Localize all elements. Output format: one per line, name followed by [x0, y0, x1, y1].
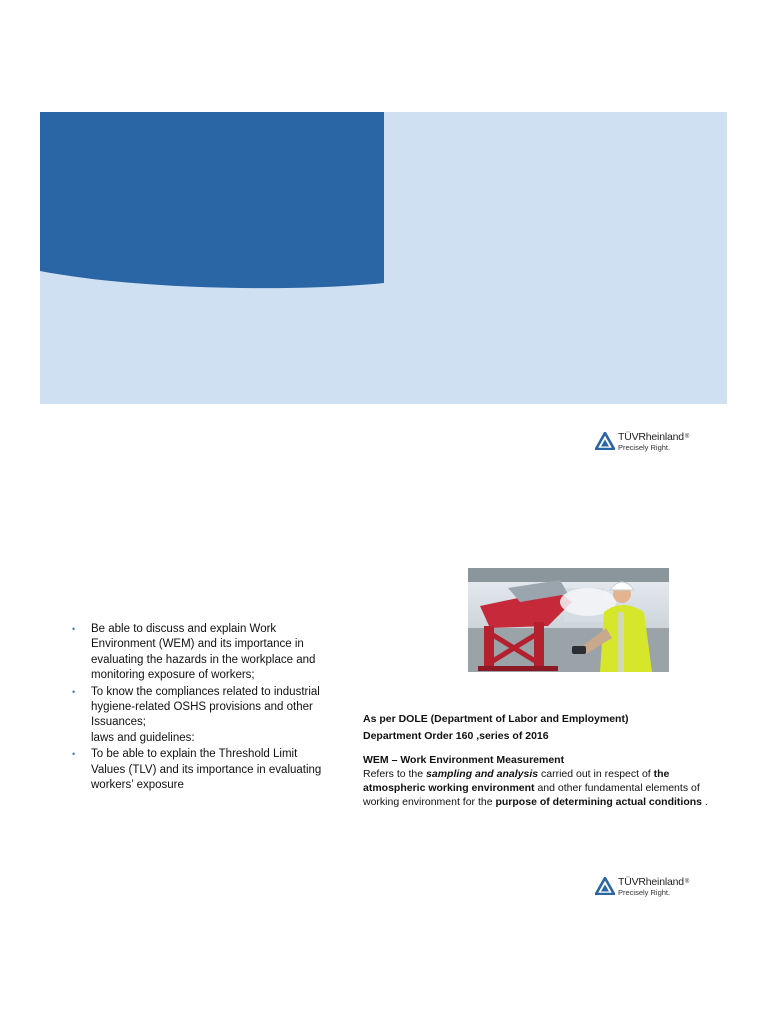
logo-brand-text: TÜVRheinland®: [618, 876, 690, 888]
objective-item: • To know the compliances related to industrial hygiene-related OSHS provisions and other Issuances; laws and guidelines:: [72, 685, 320, 744]
logo-tagline: Precisely Right.: [618, 443, 671, 452]
objective-item: • To be able to explain the Threshold Limit Values (TLV) and its importance in evaluating workers’ exposure: [72, 748, 322, 792]
learning-objectives-list: [72, 622, 334, 794]
title-slide-panel: [40, 112, 727, 404]
bullet-icon: •: [72, 749, 76, 760]
bullet-icon: •: [72, 624, 76, 634]
dole-definition-block: [363, 712, 723, 809]
tuv-triangle-logo-icon: [595, 877, 615, 895]
tuv-logo-top: [595, 431, 699, 455]
dole-reference-line-2: Department Order 160 ,series of 2016: [363, 730, 549, 742]
tuv-triangle-logo-icon: [595, 432, 615, 450]
tuv-logo-bottom: [595, 876, 699, 900]
logo-brand-text: TÜVRheinland®: [618, 431, 690, 443]
objective-item: • Be able to discuss and explain Work Environment (WEM) and its importance in evaluating the hazards in the workplace and monitoring exposure of workers;: [72, 623, 316, 682]
bullet-icon: •: [72, 686, 76, 697]
logo-tagline: Precisely Right.: [618, 888, 671, 897]
wem-definition: Refers to the sampling and analysis carried out in respect of the atmospheric working environment and other fundamental elements of working environment for the purpose of determining actual conditions .: [363, 768, 708, 808]
dole-reference-line-1: As per DOLE (Department of Labor and Employment): [363, 713, 629, 725]
wem-heading: WEM – Work Environment Measurement: [363, 754, 565, 766]
title-band-shape: [40, 112, 384, 289]
worker-inspection-photo: [468, 568, 669, 672]
